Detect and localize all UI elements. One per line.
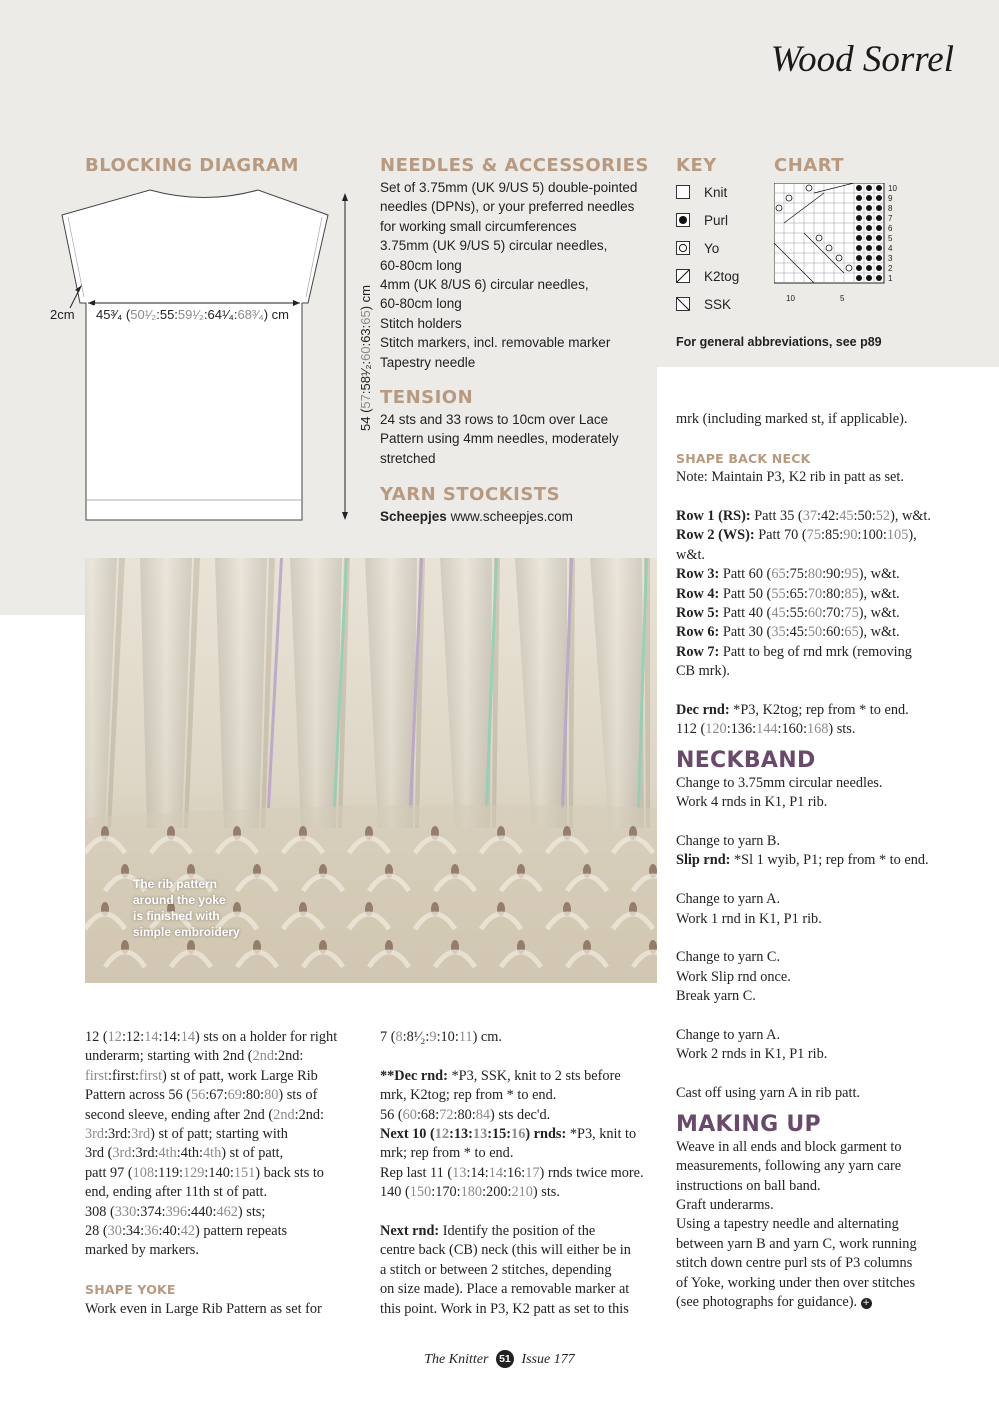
width-size: 50¹⁄₂: [130, 307, 157, 322]
yarn-brand: Scheepjes: [380, 509, 447, 524]
instructions-middle-column: 7 (8:8¹⁄₂:9:10:11) cm. **Dec rnd: *P3, SSK, knit to 2 sts before mrk, K2tog; rep from * to end. 56 (60:68:72:80:84) sts dec'd. Next 10 (12:13:13:15:16) rnds: *P3, knit to mrk; rep from * to end. Rep last 11 (13:14:14:16:17) rnds twice more. 140 (150:170:180:200:210) sts. Next rnd: Identify the position of the centre back (CB) neck (this will either be in a stitch or between 2 stitches, depending on size made). Place a removable marker at this point. Work in P3, K2 patt as set to this: [380, 1029, 644, 1317]
purl-stitch: [866, 215, 872, 221]
chart-row-number: 5: [888, 234, 893, 243]
page-number: 51: [496, 1350, 514, 1368]
page-footer: The Knitter 51 Issue 177: [424, 1352, 575, 1367]
page-title: Wood Sorrel: [770, 39, 954, 80]
ssk-icon: [676, 297, 690, 311]
purl-stitch: [866, 185, 872, 191]
yarn-stockists-text: [380, 507, 573, 526]
chart-col-number: 10: [786, 294, 795, 303]
chart-row-number: 7: [888, 214, 893, 223]
chart-row-number: 1: [888, 274, 893, 283]
purl-stitch: [856, 195, 862, 201]
tension-line: stretched: [380, 450, 436, 466]
purl-stitch: [856, 255, 862, 261]
purl-stitch: [876, 255, 882, 261]
making-up-heading: MAKING UP: [676, 1111, 821, 1137]
needles-heading: NEEDLES & ACCESSORIES: [380, 155, 649, 176]
key-item-purl: Purl: [676, 210, 728, 230]
key-heading: KEY: [676, 155, 717, 176]
purl-stitch: [856, 245, 862, 251]
chart-heading: CHART: [774, 155, 845, 176]
garment-outline: [62, 190, 328, 520]
length-arrow-top-head: [342, 193, 348, 201]
purl-stitch: [856, 235, 862, 241]
purl-stitch: [866, 265, 872, 271]
shape-back-neck-heading: SHAPE BACK NECK: [676, 450, 811, 466]
needles-line: for working small circumferences: [380, 218, 577, 234]
chart-row-number: 2: [888, 264, 893, 273]
purl-stitch: [856, 275, 862, 281]
end-mark-icon: +: [862, 1297, 870, 1308]
k2tog-icon: [676, 269, 690, 283]
needles-line: 60-80cm long: [380, 257, 462, 273]
needles-list: [380, 178, 637, 372]
instructions-left-column: 12 (12:12:14:14:14) sts on a holder for right underarm; starting with 2nd (2nd:2nd: first:first:first) st of patt, work Large Rib Pattern across 56 (56:67:69:80:80) sts of second sleeve, ending after 2nd (2nd:2nd: 3rd:3rd:3rd) st of patt; starting with 3rd (3rd:3rd:4th:4th:4th) st of patt, patt 97 (108:119:129:140:151) back sts to end, ending after 11th st of patt. 308 (330:374:396:440:462) sts; 28 (30:34:36:40:42) pattern repeats marked by markers. SHAPE YOKE Work even in Large Rib Pattern as set for: [85, 1028, 360, 1319]
length-arrow-bottom-head: [342, 512, 348, 520]
chart-row-number: 4: [888, 244, 893, 253]
cuff-measurement: 2cm: [50, 307, 75, 322]
shape-yoke-heading: SHAPE YOKE: [85, 1282, 176, 1298]
purl-stitch: [856, 215, 862, 221]
tension-line: 24 sts and 33 rows to 10cm over Lace: [380, 412, 609, 427]
needles-line: Tapestry needle: [380, 354, 476, 370]
neckband-heading: NECKBAND: [676, 747, 816, 773]
purl-stitch: [866, 225, 872, 231]
purl-stitch: [876, 185, 882, 191]
needles-line: needles (DPNs), or your preferred needles: [380, 199, 635, 215]
purl-stitch: [866, 255, 872, 261]
knitting-photo: [85, 558, 657, 983]
purl-stitch: [876, 265, 882, 271]
key-item-yo: Yo: [676, 238, 719, 258]
width-size: 68³⁄₄: [237, 307, 264, 322]
purl-stitch: [856, 185, 862, 191]
yo-icon: [676, 241, 690, 255]
photo-caption: The rib pattern around the yoke is finished with simple embroidery: [133, 877, 240, 939]
key-item-k2tog: K2tog: [676, 266, 739, 286]
tension-line: Pattern using 4mm needles, moderately: [380, 431, 619, 447]
blocking-diagram: [40, 185, 370, 525]
purl-stitch: [876, 225, 882, 231]
instructions-right-column: mrk (including marked st, if applicable). SHAPE BACK NECK Note: Maintain P3, K2 rib in patt as set. Row 1 (RS): Patt 35 (37:42:45:50:52), w&t. Row 2 (WS): Patt 70 (75:85:90:100:105), w&t. Row 3: Patt 60 (65:75:80:90:95), w&t. Row 4: Patt 50 (55:65:70:80:85), w&t. Row 5: Patt 40 (45:55:60:70:75), w&t. Row 6: Patt 30 (35:45:50:60:65), w&t. Row 7: Patt to beg of rnd mrk (removing CB mrk). Dec rnd: *P3, K2tog; rep from * to end. 112 (120:136:144:160:168) sts. NECKBAND Change to 3.75mm circular needles. Work 4 rnds in K1, P1 rib. Change to yarn B. Slip rnd: *Sl 1 wyib, P1; rep from * to end. Change to yarn A. Work 1 rnd in K1, P1 rib. Change to yarn C. Work Slip rnd once. Break yarn C. Change to yarn A. Work 2 rnds in K1, P1 rib. Cast off using yarn A in rib patt. MAKING UP Weave in all ends and block garment to measurements, following any yarn care instructions on ball band. Graft underarms. Using a tapestry needle and alternating between yarn B and yarn C, work running stitch down centre purl sts of P3 columns of Yoke, working under then over stitches (see photographs for guidance). +: [676, 410, 966, 1312]
yarn-stockists-heading: YARN STOCKISTS: [380, 484, 561, 505]
purl-stitch: [876, 195, 882, 201]
purl-stitch: [856, 205, 862, 211]
abbreviations-note: For general abbreviations, see p89: [676, 335, 882, 349]
yarn-website-link[interactable]: www.scheepjes.com: [450, 509, 573, 524]
purl-stitch: [866, 235, 872, 241]
tension-text: [380, 410, 619, 468]
needles-line: Stitch holders: [380, 315, 462, 331]
purl-stitch: [866, 245, 872, 251]
chart-col-number: 5: [840, 294, 845, 303]
key-item-ssk: SSK: [676, 294, 731, 314]
tension-heading: TENSION: [380, 387, 474, 408]
chart-row-number: 3: [888, 254, 893, 263]
needles-line: 60-80cm long: [380, 296, 462, 312]
purl-stitch: [876, 245, 882, 251]
chart-row-number: 10: [888, 184, 897, 193]
purl-stitch: [856, 265, 862, 271]
blocking-diagram-heading: BLOCKING DIAGRAM: [85, 155, 299, 176]
lace-chart: [774, 183, 904, 313]
chart-row-number: 9: [888, 194, 893, 203]
purl-stitch: [876, 215, 882, 221]
purl-stitch: [876, 205, 882, 211]
purl-stitch: [866, 205, 872, 211]
knit-icon: [676, 185, 690, 199]
chart-row-number: 8: [888, 204, 893, 213]
width-size: :55:: [156, 307, 178, 322]
needles-line: 4mm (UK 8/US 6) circular needles,: [380, 277, 589, 293]
length-measurement: 54 (57:58¹⁄₂:60:63:65) cm: [358, 284, 373, 431]
purl-stitch: [856, 225, 862, 231]
width-size-list: [130, 307, 264, 322]
purl-stitch: [876, 275, 882, 281]
key-item-knit: Knit: [676, 182, 727, 202]
chart-row-number: 6: [888, 224, 893, 233]
needles-line: Stitch markers, incl. removable marker: [380, 335, 611, 351]
needles-line: 3.75mm (UK 9/US 5) circular needles,: [380, 238, 608, 254]
purl-icon: [676, 213, 690, 227]
width-size: 59¹⁄₂: [177, 307, 204, 322]
needles-line: Set of 3.75mm (UK 9/US 5) double-pointed: [380, 180, 638, 195]
purl-stitch: [866, 195, 872, 201]
width-size: :64¹⁄₄:: [203, 307, 238, 322]
purl-stitch: [876, 235, 882, 241]
rib-column: [215, 558, 267, 828]
width-measurement: 45³⁄₄ (50¹⁄₂:55:59¹⁄₂:64¹⁄₄:68³⁄₄) cm: [94, 305, 291, 324]
purl-stitch: [866, 275, 872, 281]
